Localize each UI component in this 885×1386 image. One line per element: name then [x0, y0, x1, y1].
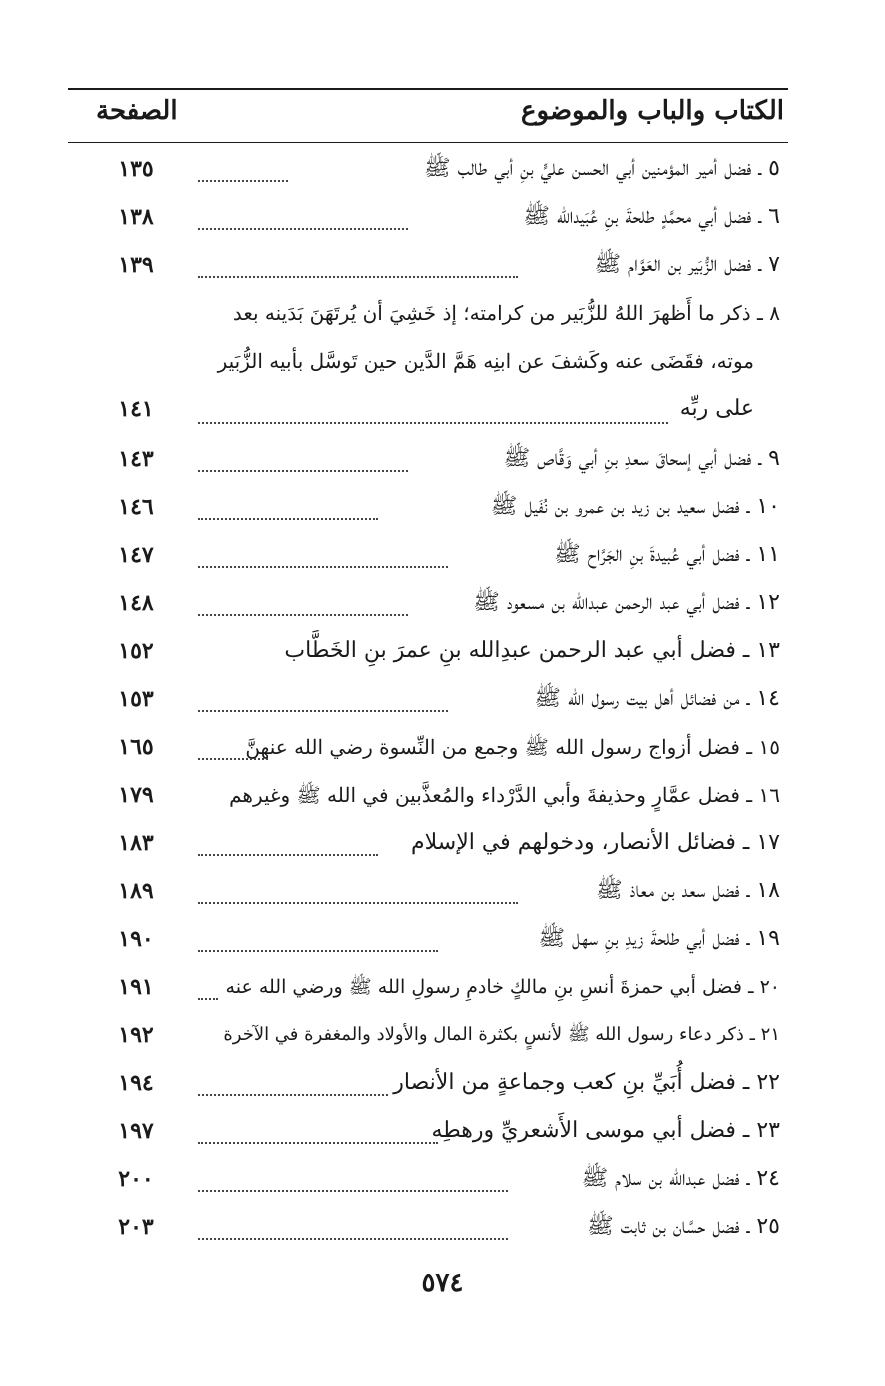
entry-page-number: ١٣٨	[118, 204, 154, 230]
entry-page-number: ١٧٩	[118, 782, 154, 808]
entry-title-line: ١٠ ـ فضل سعيد بن زيد بن عمرو بن نُفَيل ﷺ	[490, 494, 780, 519]
index-entry	[68, 630, 788, 678]
leader-dots	[198, 276, 518, 278]
index-entry	[68, 292, 788, 438]
entry-title-line: ٢٣ ـ فضل أبي موسى الأَشعريِّ ورهطِه	[431, 1118, 780, 1143]
index-entry	[68, 1110, 788, 1158]
leader-dots	[198, 470, 408, 472]
index-entry	[68, 1158, 788, 1206]
entry-page-number: ١٣٩	[118, 252, 154, 278]
entry-page-number: ١٦٥	[118, 734, 154, 760]
entry-page-number: ١٩٢	[118, 1022, 154, 1048]
leader-dots	[198, 1142, 438, 1144]
leader-dots	[198, 180, 288, 182]
entry-title-line: ١١ ـ فضل أبي عُبيدةَ بنِ الجَرَّاح ﷺ	[554, 542, 780, 567]
entry-title-line: ٢١ ـ ذكر دعاء رسول الله ﷺ لأنسٍ بكثرة المال والأولاد والمغفرة في الآخرة	[223, 1024, 780, 1045]
entry-page-number: ١٩٧	[118, 1118, 154, 1144]
leader-dots	[198, 950, 438, 952]
page-column-header: الصفحة	[96, 96, 178, 126]
entry-title-line: موته، فقَضَى عنه وكَشفَ عن ابنِه هَمَّ الدَّين حين تَوسَّل بأبيه الزُّبَير	[217, 349, 754, 373]
entry-title-line: ٨ ـ ذكر ما أَظهرَ اللهُ للزُّبَير من كرامته؛ إذ خَشِيَ أن يُرتَهَنَ بَدَينه بعد	[232, 301, 780, 325]
entry-title-line: ١٨ ـ فضل سعد بن معاذ ﷺ	[596, 878, 780, 903]
entry-title-line: ٥ ـ فضل أمير المؤمنين أبي الحسن عليٍّ بنِ أبي طالب ﷺ	[424, 156, 780, 181]
index-entry	[68, 870, 788, 918]
leader-dots	[198, 422, 668, 424]
entry-page-number: ١٤٦	[118, 494, 154, 520]
leader-dots	[198, 710, 448, 712]
page-number: ٥٧٤	[421, 1268, 464, 1298]
entry-page-number: ١٣٥	[118, 156, 154, 182]
leader-dots	[198, 998, 218, 1000]
entry-title-line: ٢٤ ـ فضل عبدالله بن سلام ﷺ	[581, 1166, 780, 1191]
entry-page-number: ١٥٣	[118, 686, 154, 712]
entries-list	[68, 148, 788, 1254]
index-entry	[68, 1206, 788, 1254]
index-entry	[68, 678, 788, 726]
leader-dots	[198, 614, 408, 616]
index-entry	[68, 438, 788, 486]
entry-page-number: ١٩٠	[118, 926, 154, 952]
index-entry	[68, 486, 788, 534]
entry-title-line: ١٧ ـ فضائل الأنصار، ودخولهم في الإسلام	[411, 830, 780, 855]
entry-page-number: ١٩٤	[118, 1070, 154, 1096]
leader-dots	[198, 854, 378, 856]
entry-title-line: ٢٠ ـ فضل أبي حمزةَ أنسِ بنِ مالكٍ خادمِ رسولِ الله ﷺ ورضي الله عنه	[225, 976, 780, 998]
index-entry	[68, 148, 788, 196]
entry-title-line: ٩ ـ فضل أبي إسحاقَ سعدِ بنِ أبي وَقَّاص ﷺ	[503, 446, 780, 471]
entry-page-number: ٢٠٣	[118, 1214, 154, 1240]
index-entry	[68, 726, 788, 774]
entry-page-number: ١٩١	[118, 974, 154, 1000]
entry-page-number: ١٤٣	[118, 446, 154, 472]
entry-page-number: ٢٠٠	[118, 1166, 154, 1192]
leader-dots	[198, 902, 518, 904]
index-entry	[68, 196, 788, 244]
leader-dots	[198, 758, 268, 760]
entry-title-line: ١٤ ـ من فضائل أهل بيت رسول الله ﷺ	[534, 686, 780, 711]
index-entry	[68, 244, 788, 292]
entry-title-line: ١٣ ـ فضل أبي عبد الرحمن عبدِالله بنِ عمرَ بنِ الخَطَّاب	[284, 638, 780, 663]
entry-title-line: ٦ ـ فضل أبي محمَّدٍ طلحةَ بنِ عُبَيدالله ﷺ	[523, 204, 780, 229]
index-entry	[68, 1062, 788, 1110]
entry-title-line: ٢٥ ـ فضل حسَّان بن ثابت ﷺ	[587, 1214, 780, 1239]
entry-title-line: ١٥ ـ فضل أزواج رسول الله ﷺ وجمع من النِّسوة رضي الله عنهنَّ	[245, 735, 780, 759]
entry-title-line: ١٢ ـ فضل أبي عبد الرحمن عبدالله بن مسعود ﷺ	[473, 590, 780, 615]
leader-dots	[198, 1094, 388, 1096]
entry-page-number: ١٨٣	[118, 830, 154, 856]
entry-title-line: ٧ ـ فضل الزُّبَير بن العَوَّام ﷺ	[594, 252, 780, 277]
index-entry	[68, 534, 788, 582]
entry-title-line: ١٦ ـ فضل عمَّارٍ وحذيفةَ وأبي الدَّرْداء والمُعذَّبين في الله ﷺ وغيرهم	[229, 783, 780, 807]
leader-dots	[198, 1238, 508, 1240]
top-rule	[68, 88, 788, 90]
leader-dots	[198, 518, 378, 520]
index-entry	[68, 822, 788, 870]
header-rule	[68, 142, 788, 143]
entry-page-number: ١٨٩	[118, 878, 154, 904]
subject-column-header: الكتاب والباب والموضوع	[521, 96, 784, 126]
entry-page-number: ١٤١	[118, 396, 154, 422]
entry-title-line: ٢٢ ـ فضل أُبَيِّ بنِ كعب وجماعةٍ من الأنصار	[393, 1070, 780, 1095]
table-header	[68, 96, 788, 138]
entry-page-number: ١٤٧	[118, 542, 154, 568]
index-entry	[68, 966, 788, 1014]
entry-page-number: ١٥٢	[118, 638, 154, 664]
entry-title-line: ١٩ ـ فضل أبي طلحةَ زيدِ بنِ سهل ﷺ	[538, 926, 780, 951]
leader-dots	[198, 1190, 508, 1192]
index-entry	[68, 1014, 788, 1062]
index-entry	[68, 774, 788, 822]
leader-dots	[198, 566, 448, 568]
leader-dots	[198, 228, 408, 230]
index-entry	[68, 918, 788, 966]
entry-title-line: على ربِّه	[679, 396, 754, 421]
index-entry	[68, 582, 788, 630]
entry-page-number: ١٤٨	[118, 590, 154, 616]
